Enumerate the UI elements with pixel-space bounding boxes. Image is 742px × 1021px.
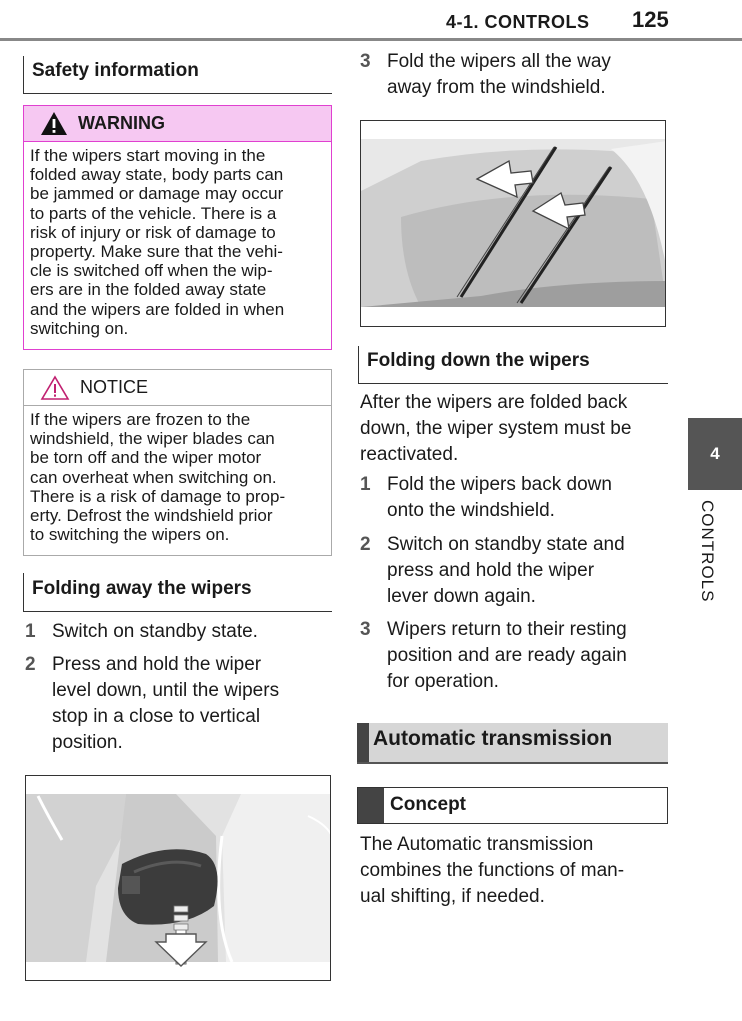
warning-title: WARNING xyxy=(78,113,165,133)
fold-away-heading: Folding away the wipers xyxy=(23,573,332,612)
warning-header xyxy=(24,106,331,142)
side-tab-label: CONTROLS xyxy=(698,500,717,603)
fold-away-step-3: 3 Fold the wipers all the way away from the windshield. xyxy=(360,51,611,98)
automatic-transmission-heading: Automatic transmission xyxy=(357,723,668,764)
header-rule xyxy=(0,38,742,41)
fold-down-step-2: 2 Switch on standby state and press and hold the wiper lever down again. xyxy=(360,534,625,607)
wipers-folded-illustration xyxy=(360,120,666,327)
header-section: 4-1. CONTROLS xyxy=(446,12,590,32)
side-tab-number: 4 xyxy=(710,444,720,463)
fold-down-intro: After the wipers are folded back down, the wiper system must be reactivated. xyxy=(360,392,632,465)
concept-text: The Automatic transmission combines the functions of man- ual shifting, if needed. xyxy=(360,834,625,907)
notice-header xyxy=(24,370,331,406)
side-tab xyxy=(688,418,742,490)
heading-bar xyxy=(358,788,384,823)
wiper-lever-illustration xyxy=(25,775,331,981)
heading-bar xyxy=(357,723,369,762)
fold-down-step-3: 3 Wipers return to their resting position and are ready again for operation. xyxy=(360,619,627,692)
warning-text: If the wipers start moving in the folded away state, body parts can be jammed or damage may occur to parts of the vehicle. There is a risk of injury or risk of damage to property. Make sure that the vehi- cle is switched off when the wip- ers are in the folded away state and the wipers are folded in when switching on. xyxy=(30,146,285,338)
warning-icon xyxy=(40,111,68,136)
notice-text: If the wipers are frozen to the windshield, the wiper blades can be torn off and the wiper motor can overheat when switching on. There is a risk of damage to prop- erty. Defrost the windshield prior to switching the wipers on. xyxy=(30,410,286,545)
page-number: 125 xyxy=(632,7,669,32)
page-header xyxy=(0,0,742,42)
caution-icon xyxy=(40,375,70,401)
fold-away-step-2: 2 Press and hold the wiper level down, until the wipers stop in a close to vertical position. xyxy=(25,654,280,753)
fold-away-step-1: 1 Switch on standby state. xyxy=(25,621,258,642)
fold-down-step-1: 1 Fold the wipers back down onto the windshield. xyxy=(360,474,612,521)
warning-box xyxy=(23,105,332,350)
fold-down-heading: Folding down the wipers xyxy=(358,346,668,384)
concept-heading: Concept xyxy=(357,787,668,824)
wiper-lever-drawing xyxy=(26,776,331,981)
notice-title: NOTICE xyxy=(80,377,149,397)
windshield-drawing xyxy=(361,121,666,327)
safety-heading: Safety information xyxy=(23,56,332,94)
notice-box xyxy=(23,369,332,556)
